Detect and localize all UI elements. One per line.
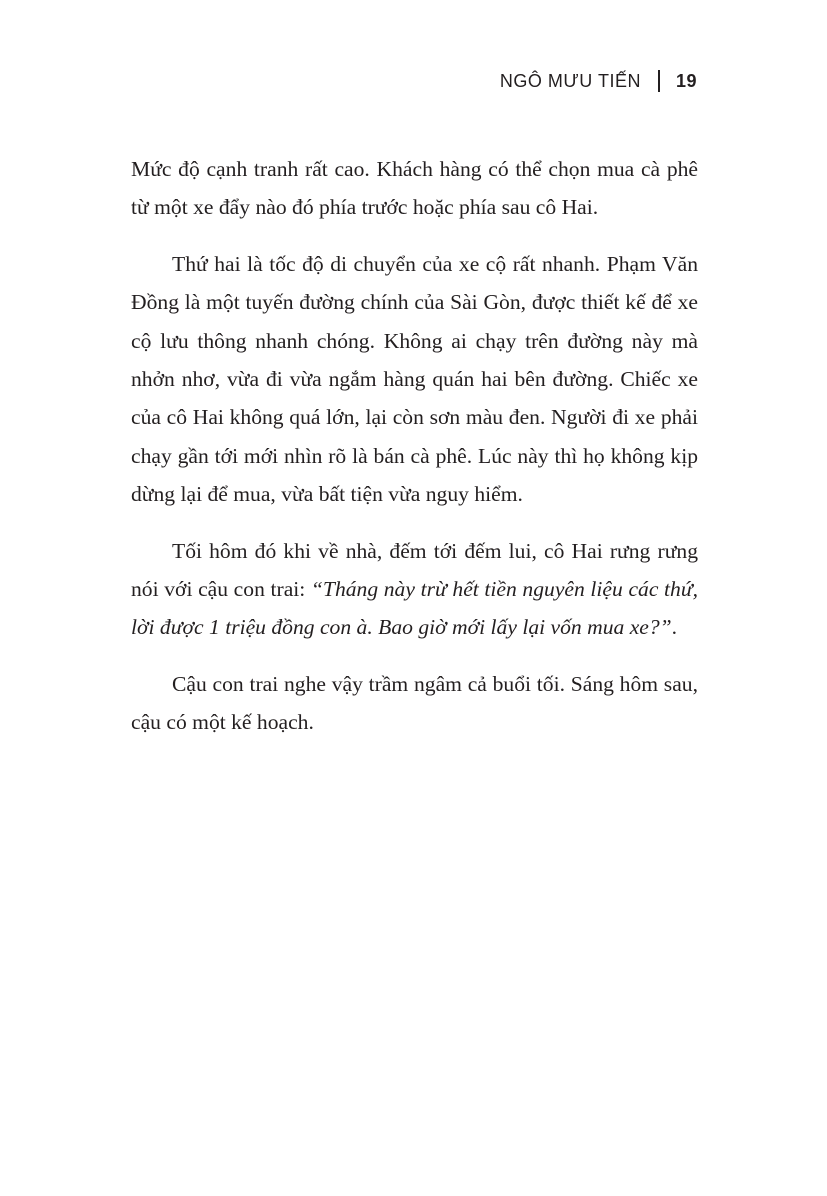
header-divider (658, 70, 660, 92)
page-number: 19 (675, 71, 697, 91)
paragraph-3-intro: Tối hôm đó khi về nhà, đếm tới đếm lui, cô Hai rưng rưng nói với cậu con trai: (131, 538, 698, 602)
author-name: NGÔ MƯU TIẾN (499, 71, 641, 91)
paragraph-3 (131, 532, 698, 647)
paragraph-4: Cậu con trai nghe vậy trầm ngâm cả buổi tối. Sáng hôm sau, cậu có một kế hoạch. (131, 671, 698, 735)
paragraph-3-end: . (671, 615, 678, 640)
quote-text: “Tháng này trừ hết tiền nguyên liệu các thứ, lời được 1 triệu đồng con à. Bao giờ mới lấy lại vốn mua xe?” (131, 577, 699, 640)
running-head (500, 70, 697, 92)
paragraph-2: Thứ hai là tốc độ di chuyển của xe cộ rất nhanh. Phạm Văn Đồng là một tuyến đường chính của Sài Gòn, được thiết kế để xe cộ lưu thông nhanh chóng. Không ai chạy trên đường này mà nhởn nhơ, vừa đi vừa ngắm hàng quán hai bên đường. Chiếc xe của cô Hai không quá lớn, lại còn sơn màu đen. Người đi xe phải chạy gần tới mới nhìn rõ là bán cà phê. Lúc này thì họ không kịp dừng lại để mua, vừa bất tiện vừa nguy hiểm. (131, 251, 698, 507)
paragraph-1: Mức độ cạnh tranh rất cao. Khách hàng có thể chọn mua cà phê từ một xe đẩy nào đó phía trước hoặc phía sau cô Hai. (131, 157, 698, 220)
body-text (131, 150, 698, 760)
